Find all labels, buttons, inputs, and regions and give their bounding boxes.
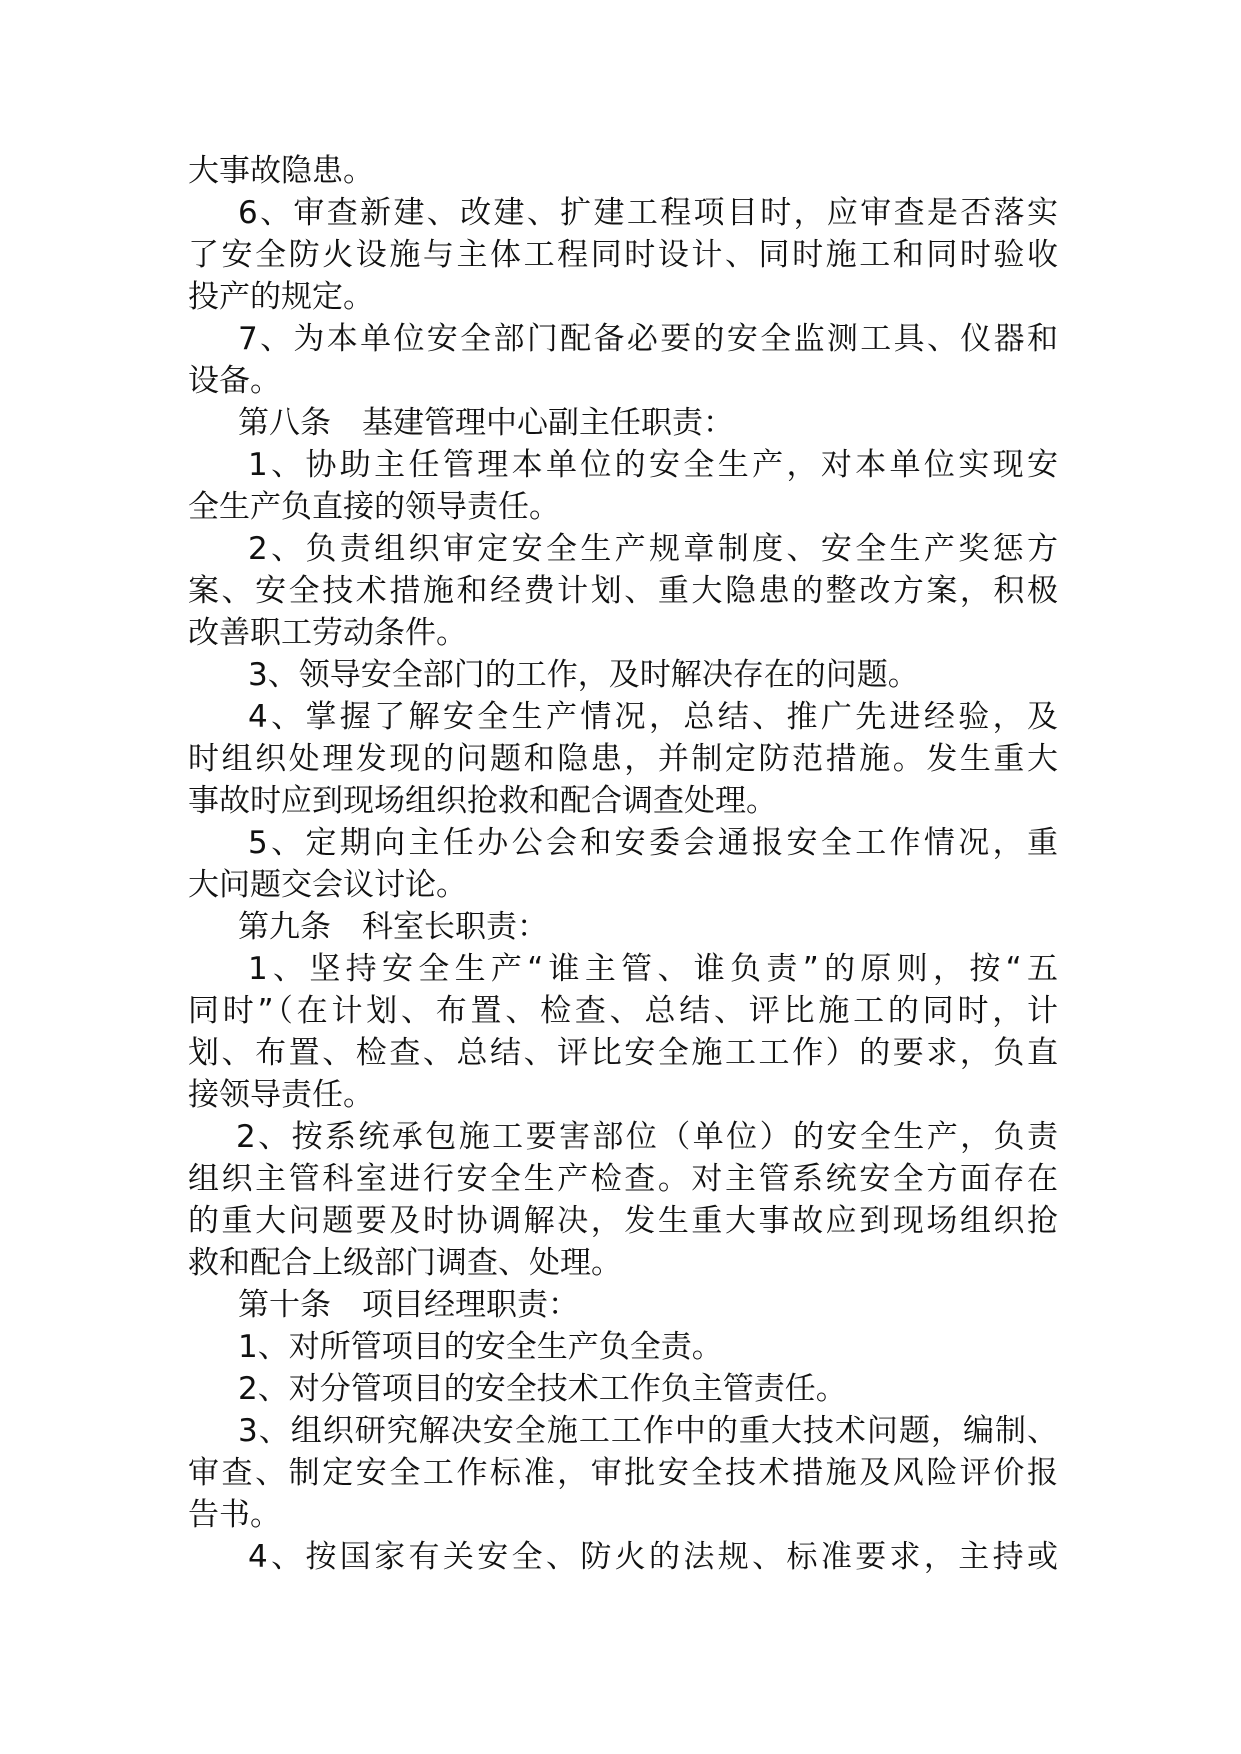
document-line: 同时”（在计划、布置、检查、总结、评比施工的同时，计 bbox=[188, 993, 1058, 1029]
document-line: 救和配合上级部门调查、处理。 bbox=[188, 1245, 622, 1281]
document-line: 2、按系统承包施工要害部位（单位）的安全生产，负责 bbox=[236, 1119, 1058, 1155]
document-line: 的重大问题要及时协调解决，发生重大事故应到现场组织抢 bbox=[188, 1203, 1058, 1239]
document-line: 改善职工劳动条件。 bbox=[188, 615, 467, 651]
document-line: 告书。 bbox=[188, 1497, 281, 1533]
document-body bbox=[188, 150, 1058, 1578]
document-line: 划、布置、检查、总结、评比安全施工工作）的要求，负直 bbox=[188, 1035, 1058, 1071]
document-line: 全生产负直接的领导责任。 bbox=[188, 489, 560, 525]
document-line: 事故时应到现场组织抢救和配合调查处理。 bbox=[188, 783, 777, 819]
document-line: 大事故隐患。 bbox=[188, 153, 374, 189]
document-line: 4、掌握了解安全生产情况，总结、推广先进经验，及 bbox=[248, 699, 1058, 735]
document-line: 1、协助主任管理本单位的安全生产，对本单位实现安 bbox=[248, 447, 1058, 483]
document-line: 4、按国家有关安全、防火的法规、标准要求，主持或 bbox=[248, 1539, 1058, 1575]
document-line: 第九条 科室长职责： bbox=[238, 909, 548, 945]
document-line: 大问题交会议讨论。 bbox=[188, 867, 467, 903]
document-line: 案、安全技术措施和经费计划、重大隐患的整改方案，积极 bbox=[188, 573, 1058, 609]
document-line: 第八条 基建管理中心副主任职责： bbox=[238, 405, 734, 441]
document-line: 2、负责组织审定安全生产规章制度、安全生产奖惩方 bbox=[248, 531, 1058, 567]
document-line: 2、对分管项目的安全技术工作负主管责任。 bbox=[238, 1371, 847, 1407]
document-line: 审查、制定安全工作标准，审批安全技术措施及风险评价报 bbox=[188, 1455, 1058, 1491]
document-line: 时组织处理发现的问题和隐患，并制定防范措施。发生重大 bbox=[188, 741, 1058, 777]
document-line: 第十条 项目经理职责： bbox=[238, 1287, 579, 1323]
document-line: 投产的规定。 bbox=[188, 279, 374, 315]
document-line: 了安全防火设施与主体工程同时设计、同时施工和同时验收 bbox=[188, 237, 1058, 273]
document-line: 5、定期向主任办公会和安委会通报安全工作情况，重 bbox=[248, 825, 1058, 861]
document-line: 7、为本单位安全部门配备必要的安全监测工具、仪器和 bbox=[238, 321, 1058, 357]
document-line: 1、坚持安全生产“谁主管、谁负责”的原则，按“五 bbox=[248, 951, 1058, 987]
document-line: 1、对所管项目的安全生产负全责。 bbox=[238, 1329, 723, 1365]
document-line: 3、组织研究解决安全施工工作中的重大技术问题，编制、 bbox=[238, 1413, 1058, 1449]
document-line: 组织主管科室进行安全生产检查。对主管系统安全方面存在 bbox=[188, 1161, 1058, 1197]
document-line: 6、审查新建、改建、扩建工程项目时，应审查是否落实 bbox=[238, 195, 1058, 231]
document-line: 设备。 bbox=[188, 363, 281, 399]
document-line: 3、领导安全部门的工作，及时解决存在的问题。 bbox=[248, 657, 919, 693]
document-line: 接领导责任。 bbox=[188, 1077, 374, 1113]
